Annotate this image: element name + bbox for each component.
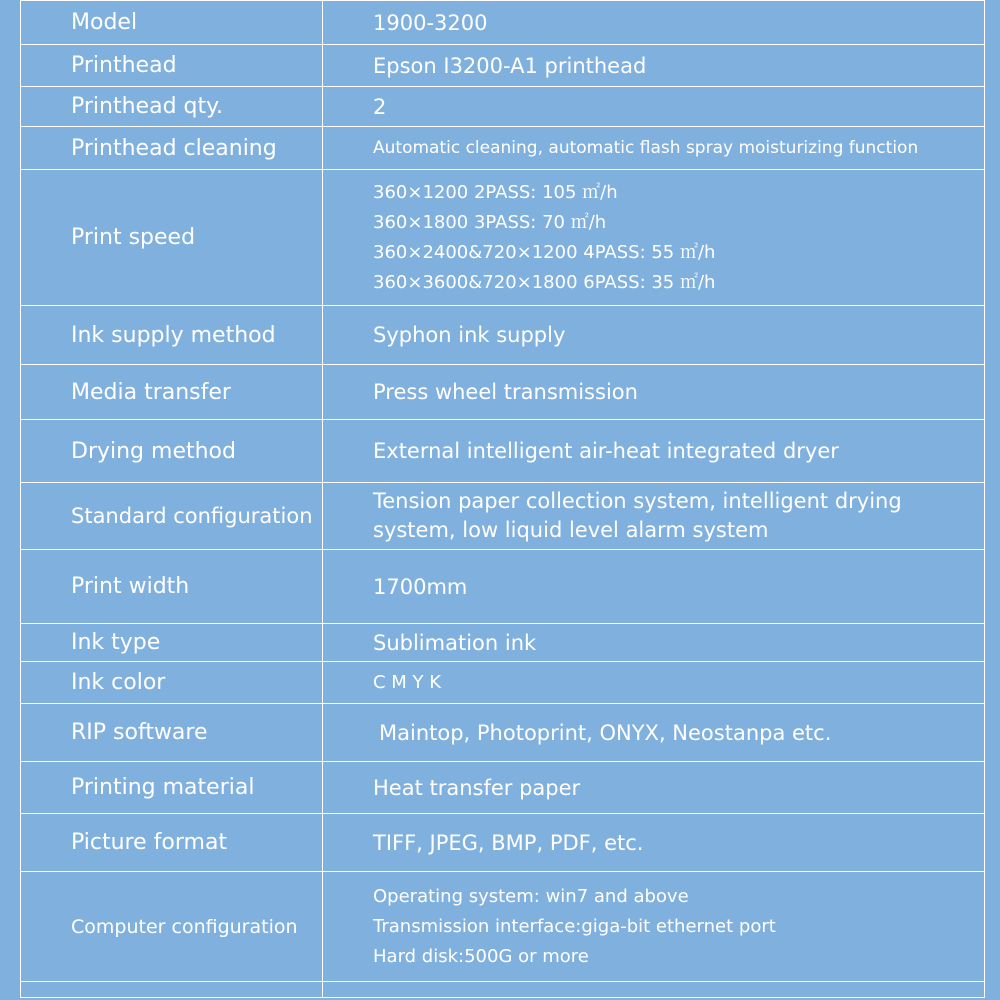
spec-label: Drying method <box>21 420 323 483</box>
spec-value-line: TIFF, JPEG, BMP, PDF, etc. <box>373 830 644 855</box>
spec-value <box>323 624 985 662</box>
spec-label: Printing material <box>21 762 323 814</box>
spec-label: Printhead cleaning <box>21 127 323 170</box>
spec-label: Print width <box>21 550 323 624</box>
spec-label: Printhead qty. <box>21 87 323 127</box>
spec-row-ink-type <box>21 624 985 662</box>
spec-row-print-speed <box>21 170 985 306</box>
spec-row-ink-color <box>21 662 985 704</box>
spec-label: RIP software <box>21 704 323 762</box>
spec-label: Ink color <box>21 662 323 704</box>
spec-label: Ink type <box>21 624 323 662</box>
spec-value-line: Maintop, Photoprint, ONYX, Neostanpa etc. <box>379 720 832 745</box>
spec-row-computer-configuration <box>21 872 985 982</box>
spec-value-line: 1900-3200 <box>373 10 488 35</box>
spec-value-line: 360×1200 2PASS: 105 ㎡/h <box>373 181 618 203</box>
spec-label: Printhead <box>21 45 323 87</box>
spec-label: Media transfer <box>21 365 323 420</box>
spec-table <box>20 0 985 998</box>
spec-value-line: C M Y K <box>373 671 442 693</box>
spec-value <box>323 662 985 704</box>
spec-value-line: system, low liquid level alarm system <box>373 518 769 542</box>
spec-row-printhead <box>21 45 985 87</box>
spec-label: Ink supply method <box>21 306 323 365</box>
spec-value-line: External intelligent air-heat integrated dryer <box>373 439 839 463</box>
spec-row-printhead-cleaning <box>21 127 985 170</box>
spec-value <box>323 704 985 762</box>
spec-value-line: Transmission interface:giga-bit ethernet port <box>373 915 776 937</box>
spec-row-printhead-qty <box>21 87 985 127</box>
spec-label: Picture format <box>21 814 323 872</box>
spec-value-line: 360×1800 3PASS: 70 ㎡/h <box>373 211 607 233</box>
spec-value-line: 1700mm <box>373 574 468 599</box>
spec-row-model <box>21 1 985 45</box>
spec-value-line: Heat transfer paper <box>373 775 581 800</box>
spec-value <box>323 306 985 365</box>
spec-label: Computer configuration <box>21 872 323 982</box>
spec-row-trailing <box>21 982 985 998</box>
spec-value-line: 360×2400&720×1200 4PASS: 55 ㎡/h <box>373 241 716 263</box>
spec-value <box>323 87 985 127</box>
spec-value-line: Syphon ink supply <box>373 323 566 347</box>
spec-row-printing-material <box>21 762 985 814</box>
spec-value <box>323 483 985 550</box>
spec-label-empty <box>21 982 323 998</box>
spec-value <box>323 45 985 87</box>
spec-row-standard-configuration <box>21 483 985 550</box>
spec-value-empty <box>323 982 985 998</box>
spec-value <box>323 762 985 814</box>
spec-value <box>323 127 985 170</box>
spec-label: Print speed <box>21 170 323 306</box>
spec-value <box>323 365 985 420</box>
spec-value-line: Hard disk:500G or more <box>373 945 589 967</box>
spec-value-line: 2 <box>373 94 387 119</box>
spec-row-print-width <box>21 550 985 624</box>
spec-value <box>323 550 985 624</box>
spec-value <box>323 814 985 872</box>
spec-value <box>323 420 985 483</box>
spec-row-drying-method <box>21 420 985 483</box>
spec-row-picture-format <box>21 814 985 872</box>
spec-value-line: Automatic cleaning, automatic flash spray moisturizing function <box>373 138 919 158</box>
spec-value <box>323 1 985 45</box>
spec-label: Standard configuration <box>21 483 323 550</box>
spec-row-rip-software <box>21 704 985 762</box>
spec-value-line: Press wheel transmission <box>373 380 638 404</box>
spec-value <box>323 872 985 982</box>
spec-value-line: 360×3600&720×1800 6PASS: 35 ㎡/h <box>373 271 716 293</box>
spec-row-media-transfer <box>21 365 985 420</box>
spec-label: Model <box>21 1 323 45</box>
spec-value-line: Sublimation ink <box>373 630 537 655</box>
spec-value-line: Epson I3200-A1 printhead <box>373 53 647 78</box>
spec-value-line: Operating system: win7 and above <box>373 885 689 907</box>
spec-value <box>323 170 985 306</box>
spec-row-ink-supply-method <box>21 306 985 365</box>
spec-value-line: Tension paper collection system, intelligent drying <box>373 489 902 513</box>
